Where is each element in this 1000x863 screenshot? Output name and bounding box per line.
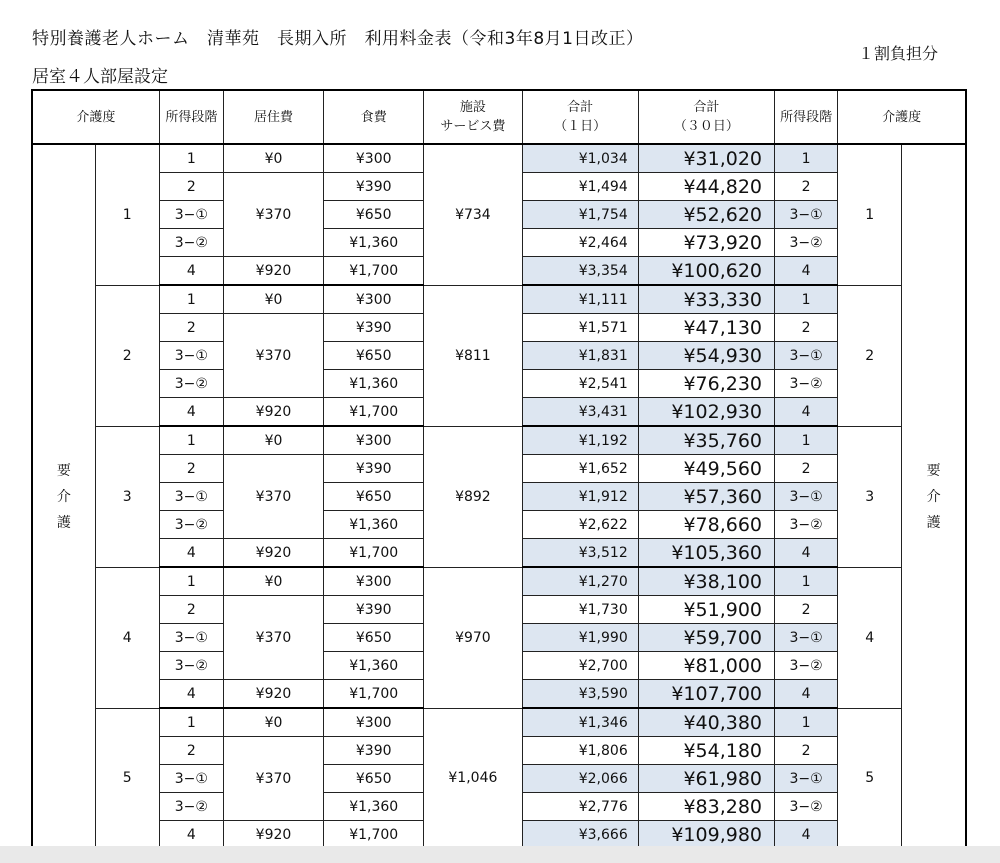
income-stage-right-cell: 3−② [775, 370, 838, 398]
income-stage-cell: 3−② [159, 511, 223, 539]
col-food: 食費 [324, 90, 424, 144]
income-stage-right-cell: 4 [775, 539, 838, 568]
residence-cell: ¥0 [223, 285, 323, 314]
income-stage-right-cell: 3−① [775, 624, 838, 652]
monthly-total-cell: ¥31,020 [638, 144, 774, 173]
income-stage-cell: 3−① [159, 342, 223, 370]
food-cell: ¥300 [324, 144, 424, 173]
food-cell: ¥1,700 [324, 539, 424, 568]
monthly-total-cell: ¥81,000 [638, 652, 774, 680]
income-stage-right-cell: 4 [775, 398, 838, 427]
residence-cell: ¥370 [223, 596, 323, 680]
income-stage-cell: 2 [159, 314, 223, 342]
income-stage-right-cell: 3−① [775, 342, 838, 370]
monthly-total-cell: ¥52,620 [638, 201, 774, 229]
col-total-30-line2: （３０日） [673, 119, 739, 134]
daily-total-cell: ¥1,754 [522, 201, 638, 229]
facility-fee-cell: ¥970 [424, 567, 522, 708]
income-stage-cell: 3−① [159, 624, 223, 652]
food-cell: ¥1,360 [324, 370, 424, 398]
food-cell: ¥390 [324, 455, 424, 483]
care-level-right-cell: 1 [838, 144, 902, 285]
daily-total-cell: ¥3,512 [522, 539, 638, 568]
care-level-right-cell: 2 [838, 285, 902, 426]
side-label-char: 護 [56, 514, 71, 531]
care-level-cell: 5 [95, 708, 159, 849]
residence-cell: ¥0 [223, 708, 323, 737]
col-care-level-right: 介護度 [838, 90, 966, 144]
income-stage-right-cell: 1 [775, 708, 838, 737]
daily-total-cell: ¥2,464 [522, 229, 638, 257]
daily-total-cell: ¥3,354 [522, 257, 638, 286]
income-stage-cell: 1 [159, 708, 223, 737]
monthly-total-cell: ¥44,820 [638, 173, 774, 201]
daily-total-cell: ¥2,622 [522, 511, 638, 539]
col-facility-line2: サービス費 [440, 119, 506, 134]
daily-total-cell: ¥2,541 [522, 370, 638, 398]
food-cell: ¥1,360 [324, 511, 424, 539]
monthly-total-cell: ¥51,900 [638, 596, 774, 624]
daily-total-cell: ¥1,034 [522, 144, 638, 173]
food-cell: ¥1,700 [324, 821, 424, 850]
care-level-cell: 4 [95, 567, 159, 708]
food-cell: ¥390 [324, 173, 424, 201]
food-cell: ¥390 [324, 314, 424, 342]
residence-cell: ¥370 [223, 314, 323, 398]
income-stage-right-cell: 1 [775, 426, 838, 455]
side-label-char: 介 [926, 488, 941, 505]
income-stage-cell: 1 [159, 144, 223, 173]
burden-note: １割負担分 [858, 44, 939, 63]
food-cell: ¥650 [324, 624, 424, 652]
daily-total-cell: ¥3,666 [522, 821, 638, 850]
monthly-total-cell: ¥73,920 [638, 229, 774, 257]
residence-cell: ¥920 [223, 539, 323, 568]
income-stage-right-cell: 3−② [775, 229, 838, 257]
table-row [32, 708, 966, 737]
residence-cell: ¥370 [223, 455, 323, 539]
daily-total-cell: ¥3,431 [522, 398, 638, 427]
monthly-total-cell: ¥105,360 [638, 539, 774, 568]
care-level-right-cell: 5 [838, 708, 902, 849]
residence-cell: ¥370 [223, 173, 323, 257]
income-stage-right-cell: 1 [775, 567, 838, 596]
income-stage-right-cell: 1 [775, 285, 838, 314]
table-row [32, 567, 966, 596]
food-cell: ¥300 [324, 426, 424, 455]
income-stage-right-cell: 3−② [775, 793, 838, 821]
food-cell: ¥300 [324, 708, 424, 737]
food-cell: ¥1,700 [324, 680, 424, 709]
monthly-total-cell: ¥109,980 [638, 821, 774, 850]
income-stage-cell: 1 [159, 567, 223, 596]
food-cell: ¥1,360 [324, 793, 424, 821]
income-stage-cell: 1 [159, 426, 223, 455]
col-facility-line1: 施設 [459, 100, 486, 115]
food-cell: ¥1,360 [324, 652, 424, 680]
monthly-total-cell: ¥49,560 [638, 455, 774, 483]
income-stage-cell: 4 [159, 398, 223, 427]
income-stage-right-cell: 3−② [775, 652, 838, 680]
food-cell: ¥390 [324, 737, 424, 765]
monthly-total-cell: ¥40,380 [638, 708, 774, 737]
income-stage-cell: 4 [159, 539, 223, 568]
table-header [32, 90, 966, 144]
income-stage-cell: 2 [159, 596, 223, 624]
table-row [32, 144, 966, 173]
monthly-total-cell: ¥76,230 [638, 370, 774, 398]
col-facility [424, 90, 522, 144]
food-cell: ¥300 [324, 285, 424, 314]
income-stage-right-cell: 2 [775, 455, 838, 483]
income-stage-cell: 3−① [159, 201, 223, 229]
residence-cell: ¥920 [223, 821, 323, 850]
income-stage-cell: 3−① [159, 765, 223, 793]
income-stage-right-cell: 3−① [775, 765, 838, 793]
food-cell: ¥650 [324, 201, 424, 229]
residence-cell: ¥920 [223, 257, 323, 286]
monthly-total-cell: ¥83,280 [638, 793, 774, 821]
care-level-cell: 1 [95, 144, 159, 285]
monthly-total-cell: ¥107,700 [638, 680, 774, 709]
col-total-day [522, 90, 638, 144]
col-total-day-line1: 合計 [567, 100, 594, 115]
daily-total-cell: ¥2,066 [522, 765, 638, 793]
page-title: 特別養護老人ホーム 清華苑 長期入所 利用料金表（令和3年8月1日改正） [32, 29, 644, 49]
facility-fee-cell: ¥892 [424, 426, 522, 567]
income-stage-cell: 4 [159, 821, 223, 850]
col-total-day-line2: （１日） [554, 119, 607, 134]
residence-cell: ¥0 [223, 144, 323, 173]
food-cell: ¥1,360 [324, 229, 424, 257]
monthly-total-cell: ¥102,930 [638, 398, 774, 427]
side-label-char: 護 [926, 514, 941, 531]
residence-cell: ¥920 [223, 680, 323, 709]
side-label-char: 要 [56, 462, 71, 479]
food-cell: ¥650 [324, 765, 424, 793]
income-stage-right-cell: 3−① [775, 483, 838, 511]
income-stage-cell: 3−① [159, 483, 223, 511]
income-stage-cell: 4 [159, 257, 223, 286]
income-stage-cell: 2 [159, 737, 223, 765]
facility-fee-cell: ¥734 [424, 144, 522, 285]
daily-total-cell: ¥1,806 [522, 737, 638, 765]
income-stage-cell: 3−② [159, 370, 223, 398]
col-residence: 居住費 [223, 90, 323, 144]
side-label-char: 介 [56, 488, 71, 505]
daily-total-cell: ¥1,912 [522, 483, 638, 511]
facility-fee-cell: ¥811 [424, 285, 522, 426]
residence-cell: ¥920 [223, 398, 323, 427]
income-stage-right-cell: 2 [775, 596, 838, 624]
income-stage-right-cell: 4 [775, 680, 838, 709]
bottom-strip [0, 846, 1000, 863]
monthly-total-cell: ¥33,330 [638, 285, 774, 314]
monthly-total-cell: ¥54,930 [638, 342, 774, 370]
income-stage-right-cell: 4 [775, 257, 838, 286]
side-label-right [902, 144, 966, 849]
monthly-total-cell: ¥57,360 [638, 483, 774, 511]
monthly-total-cell: ¥59,700 [638, 624, 774, 652]
income-stage-cell: 4 [159, 680, 223, 709]
daily-total-cell: ¥1,652 [522, 455, 638, 483]
food-cell: ¥1,700 [324, 257, 424, 286]
monthly-total-cell: ¥38,100 [638, 567, 774, 596]
daily-total-cell: ¥1,730 [522, 596, 638, 624]
daily-total-cell: ¥2,776 [522, 793, 638, 821]
residence-cell: ¥0 [223, 426, 323, 455]
residence-cell: ¥0 [223, 567, 323, 596]
care-level-right-cell: 3 [838, 426, 902, 567]
food-cell: ¥300 [324, 567, 424, 596]
facility-fee-cell: ¥1,046 [424, 708, 522, 849]
food-cell: ¥390 [324, 596, 424, 624]
monthly-total-cell: ¥47,130 [638, 314, 774, 342]
income-stage-right-cell: 2 [775, 173, 838, 201]
monthly-total-cell: ¥78,660 [638, 511, 774, 539]
side-label-left [32, 144, 95, 849]
room-setting: 居室４人部屋設定 [32, 67, 168, 87]
care-level-cell: 3 [95, 426, 159, 567]
income-stage-right-cell: 3−① [775, 201, 838, 229]
daily-total-cell: ¥1,346 [522, 708, 638, 737]
daily-total-cell: ¥1,192 [522, 426, 638, 455]
table-row [32, 285, 966, 314]
income-stage-cell: 2 [159, 173, 223, 201]
daily-total-cell: ¥1,494 [522, 173, 638, 201]
side-label-char: 要 [926, 462, 941, 479]
table-row [32, 426, 966, 455]
daily-total-cell: ¥1,270 [522, 567, 638, 596]
income-stage-cell: 2 [159, 455, 223, 483]
daily-total-cell: ¥1,990 [522, 624, 638, 652]
col-income-stage-right: 所得段階 [775, 90, 838, 144]
daily-total-cell: ¥1,831 [522, 342, 638, 370]
fee-table [31, 89, 967, 850]
income-stage-cell: 3−② [159, 229, 223, 257]
col-total-30-line1: 合計 [693, 100, 720, 115]
income-stage-right-cell: 3−② [775, 511, 838, 539]
care-level-right-cell: 4 [838, 567, 902, 708]
table-body [32, 144, 966, 849]
food-cell: ¥1,700 [324, 398, 424, 427]
monthly-total-cell: ¥61,980 [638, 765, 774, 793]
income-stage-right-cell: 4 [775, 821, 838, 850]
income-stage-cell: 1 [159, 285, 223, 314]
residence-cell: ¥370 [223, 737, 323, 821]
monthly-total-cell: ¥100,620 [638, 257, 774, 286]
daily-total-cell: ¥1,111 [522, 285, 638, 314]
daily-total-cell: ¥2,700 [522, 652, 638, 680]
income-stage-right-cell: 1 [775, 144, 838, 173]
monthly-total-cell: ¥54,180 [638, 737, 774, 765]
care-level-cell: 2 [95, 285, 159, 426]
col-income-stage: 所得段階 [159, 90, 223, 144]
income-stage-cell: 3−② [159, 793, 223, 821]
col-total-30 [638, 90, 774, 144]
food-cell: ¥650 [324, 342, 424, 370]
income-stage-cell: 3−② [159, 652, 223, 680]
food-cell: ¥650 [324, 483, 424, 511]
monthly-total-cell: ¥35,760 [638, 426, 774, 455]
income-stage-right-cell: 2 [775, 737, 838, 765]
daily-total-cell: ¥3,590 [522, 680, 638, 709]
col-care-level: 介護度 [32, 90, 159, 144]
income-stage-right-cell: 2 [775, 314, 838, 342]
daily-total-cell: ¥1,571 [522, 314, 638, 342]
